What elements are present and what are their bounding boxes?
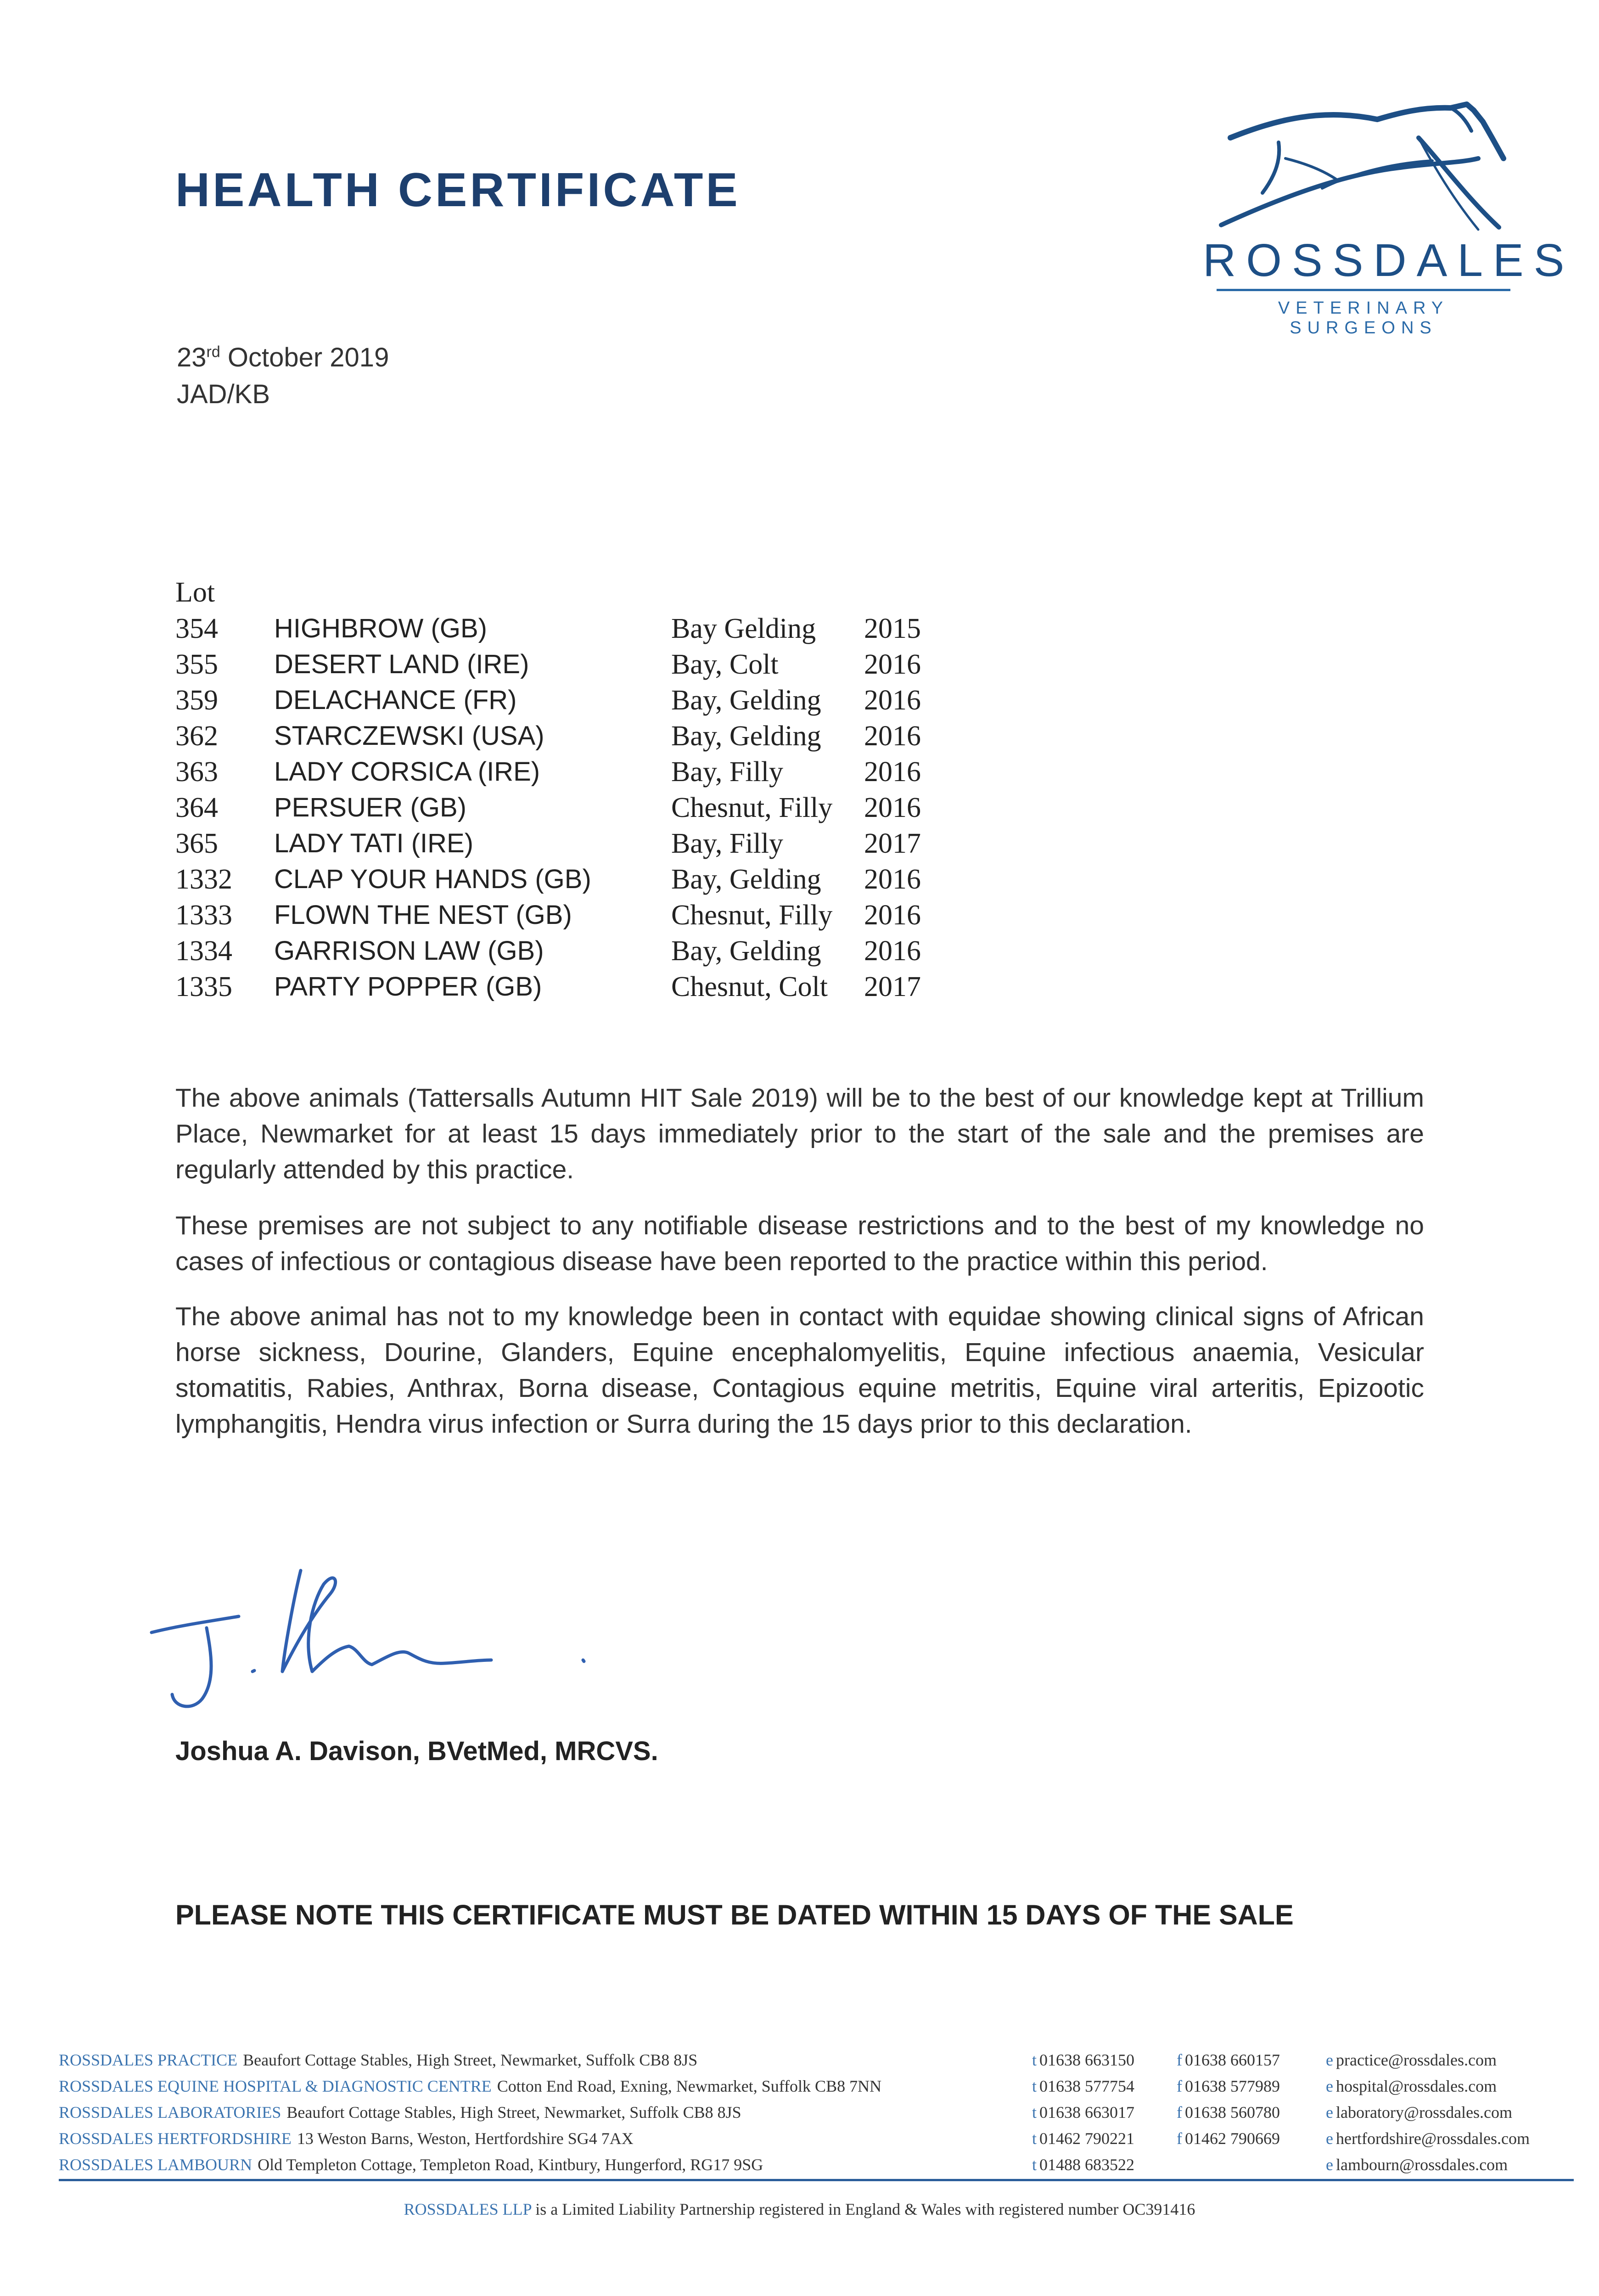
- footer-office-row: [59, 2152, 1574, 2178]
- horse-name: CLAP YOUR HANDS (GB): [274, 864, 591, 894]
- lot-number: 354: [175, 613, 218, 644]
- horse-description: Bay, Gelding: [671, 864, 821, 895]
- foal-year: 2016: [864, 720, 921, 752]
- table-row: [175, 826, 921, 861]
- foal-year: 2016: [864, 900, 921, 931]
- table-row: [175, 933, 921, 969]
- office-fax-prefix: f: [1177, 2129, 1182, 2148]
- office-name: ROSSDALES EQUINE HOSPITAL & DIAGNOSTIC CENTRE: [59, 2077, 492, 2095]
- office-name: ROSSDALES HERTFORDSHIRE: [59, 2129, 292, 2148]
- footer-office-row: [59, 2073, 1574, 2099]
- lot-number: 355: [175, 649, 218, 680]
- office-email-prefix: e: [1326, 2077, 1333, 2095]
- office-phone: [1032, 2152, 1134, 2178]
- office-phone-value: 01638 663017: [1039, 2103, 1135, 2122]
- office-fax-value: 01638 660157: [1185, 2051, 1280, 2069]
- footer-legal: [0, 2200, 1599, 2219]
- office-info: [59, 2126, 634, 2152]
- lot-number: 1335: [175, 971, 232, 1002]
- office-email-prefix: e: [1326, 2103, 1333, 2122]
- office-fax-value: 01638 577989: [1185, 2077, 1280, 2095]
- horse-name: PERSUER (GB): [274, 793, 466, 822]
- horse-description: Chesnut, Filly: [671, 792, 833, 823]
- office-fax-value: 01462 790669: [1185, 2129, 1280, 2148]
- horse-description: Chesnut, Filly: [671, 900, 833, 931]
- office-email-value: hertfordshire@rossdales.com: [1335, 2129, 1530, 2148]
- horse-name: LADY CORSICA (IRE): [274, 757, 540, 787]
- foal-year: 2015: [864, 613, 921, 644]
- date-day: 23: [177, 343, 207, 372]
- foal-year: 2016: [864, 649, 921, 680]
- table-row: [175, 647, 921, 682]
- lot-number: 1332: [175, 864, 232, 895]
- horse-description: Bay, Filly: [671, 828, 784, 859]
- office-phone-value: 01638 663150: [1039, 2051, 1135, 2069]
- foal-year: 2016: [864, 756, 921, 788]
- footer-office-row: [59, 2099, 1574, 2126]
- lot-number: 1333: [175, 900, 232, 931]
- office-phone: [1032, 2073, 1134, 2099]
- table-row: [175, 897, 921, 933]
- office-address: Beaufort Cottage Stables, High Street, Newmarket, Suffolk CB8 8JS: [243, 2051, 698, 2069]
- office-email-prefix: e: [1326, 2155, 1333, 2174]
- horse-name: DELACHANCE (FR): [274, 685, 517, 715]
- office-fax: [1177, 2073, 1280, 2099]
- office-phone-prefix: t: [1032, 2077, 1037, 2095]
- office-phone-value: 01638 577754: [1039, 2077, 1135, 2095]
- horse-description: Chesnut, Colt: [671, 971, 828, 1002]
- horse-name: DESERT LAND (IRE): [274, 649, 529, 679]
- office-name: ROSSDALES LABORATORIES: [59, 2103, 281, 2122]
- horse-logo-icon: [1203, 94, 1524, 232]
- footer-divider: [59, 2179, 1574, 2181]
- table-row: [175, 718, 921, 754]
- table-row: [175, 790, 921, 826]
- office-email-prefix: e: [1326, 2051, 1333, 2069]
- horse-name: GARRISON LAW (GB): [274, 936, 544, 966]
- document-title: HEALTH CERTIFICATE: [175, 163, 741, 217]
- logo-subtitle: VETERINARY SURGEONS: [1278, 298, 1449, 338]
- office-email[interactable]: [1326, 2073, 1497, 2099]
- paragraph-sale-location: The above animals (Tattersalls Autumn HIT Sale 2019) will be to the best of our knowledge kept at Trillium Place, Newmarket for at least 15 days immediately prior to the start of the sale and the premises are regularly attended by this practice.: [175, 1083, 1424, 1184]
- office-name: ROSSDALES PRACTICE: [59, 2051, 238, 2069]
- office-phone-prefix: t: [1032, 2103, 1037, 2122]
- horse-description: Bay, Gelding: [671, 720, 821, 752]
- signer-name: Joshua A. Davison, BVetMed, MRCVS.: [175, 1736, 658, 1766]
- date-rest: October 2019: [220, 343, 389, 372]
- date-suffix: rd: [206, 343, 220, 361]
- office-email-value: laboratory@rossdales.com: [1335, 2103, 1513, 2122]
- office-phone-value: 01462 790221: [1039, 2129, 1135, 2148]
- horse-name: PARTY POPPER (GB): [274, 972, 542, 1002]
- office-phone-prefix: t: [1032, 2051, 1037, 2069]
- office-name: ROSSDALES LAMBOURN: [59, 2155, 252, 2174]
- office-email-value: lambourn@rossdales.com: [1335, 2155, 1508, 2174]
- foal-year: 2017: [864, 828, 921, 859]
- office-phone-prefix: t: [1032, 2155, 1037, 2174]
- table-row: [175, 754, 921, 790]
- certificate-date: [177, 342, 389, 373]
- office-fax-value: 01638 560780: [1185, 2103, 1280, 2122]
- office-phone: [1032, 2047, 1134, 2073]
- horse-description: Bay Gelding: [671, 613, 816, 644]
- horse-name: LADY TATI (IRE): [274, 828, 474, 858]
- office-fax: [1177, 2047, 1280, 2073]
- horse-name: HIGHBROW (GB): [274, 613, 487, 643]
- legal-company-name: ROSSDALES LLP: [404, 2200, 532, 2218]
- office-fax: [1177, 2152, 1179, 2178]
- office-email-value: practice@rossdales.com: [1335, 2051, 1497, 2069]
- office-email[interactable]: [1326, 2152, 1508, 2178]
- office-fax-prefix: f: [1177, 2103, 1182, 2122]
- horse-name: STARCZEWSKI (USA): [274, 721, 544, 751]
- footer-office-row: [59, 2047, 1574, 2073]
- logo-divider: [1217, 289, 1510, 291]
- office-info: [59, 2099, 741, 2126]
- foal-year: 2016: [864, 864, 921, 895]
- office-address: Cotton End Road, Exning, Newmarket, Suffolk CB8 7NN: [497, 2077, 882, 2095]
- handwritten-signature: [142, 1534, 624, 1727]
- paragraph-premises: These premises are not subject to any notifiable disease restrictions and to the best of my knowledge no cases of infectious or contagious disease have been reported to the practice within this period.: [175, 1211, 1424, 1276]
- rossdales-logo: [1203, 94, 1575, 338]
- lot-number: 359: [175, 685, 218, 716]
- office-email[interactable]: [1326, 2047, 1497, 2073]
- lot-number: 365: [175, 828, 218, 859]
- office-fax: [1177, 2099, 1280, 2126]
- lots-table: [175, 574, 921, 1005]
- table-row: [175, 969, 921, 1005]
- office-address: Beaufort Cottage Stables, High Street, Newmarket, Suffolk CB8 8JS: [286, 2103, 741, 2122]
- reference-code: JAD/KB: [177, 379, 270, 409]
- horse-description: Bay, Gelding: [671, 685, 821, 716]
- footer-offices: [59, 2047, 1574, 2178]
- table-row: [175, 611, 921, 647]
- office-fax: [1177, 2126, 1280, 2152]
- lot-number: 362: [175, 720, 218, 752]
- office-email[interactable]: [1326, 2099, 1512, 2126]
- foal-year: 2016: [864, 685, 921, 716]
- paragraph-disease-declaration: The above animal has not to my knowledge been in contact with equidae showing clinical signs of African horse sickness, Dourine, Glanders, Equine encephalomyelitis, Equine infectious anaemia, Vesicular stomatitis, Rabies, Anthrax, Borna disease, Contagious equine metritis, Equine viral arteritis, Epizootic lymphangitis, Hendra virus infection or Surra during the 15 days prior to this declaration.: [175, 1302, 1424, 1439]
- office-address: 13 Weston Barns, Weston, Hertfordshire SG4 7AX: [297, 2129, 634, 2148]
- lot-number: 1334: [175, 935, 232, 967]
- foal-year: 2017: [864, 971, 921, 1002]
- office-fax-prefix: f: [1177, 2077, 1182, 2095]
- footer-office-row: [59, 2126, 1574, 2152]
- foal-year: 2016: [864, 935, 921, 967]
- office-phone: [1032, 2099, 1134, 2126]
- horse-description: Bay, Gelding: [671, 935, 821, 967]
- lot-number: 364: [175, 792, 218, 823]
- table-row: [175, 861, 921, 897]
- office-info: [59, 2152, 763, 2178]
- office-fax-prefix: f: [1177, 2051, 1182, 2069]
- horse-description: Bay, Filly: [671, 756, 784, 788]
- legal-text: is a Limited Liability Partnership registered in England & Wales with registered number OC391416: [531, 2200, 1195, 2218]
- office-info: [59, 2073, 881, 2099]
- office-phone-prefix: t: [1032, 2129, 1037, 2148]
- lots-header: Lot: [175, 577, 215, 608]
- office-info: [59, 2047, 697, 2073]
- office-phone: [1032, 2126, 1134, 2152]
- office-email-value: hospital@rossdales.com: [1335, 2077, 1497, 2095]
- logo-wordmark: ROSSDALES: [1203, 235, 1575, 286]
- lots-body: [175, 611, 921, 1005]
- horse-name: FLOWN THE NEST (GB): [274, 900, 572, 930]
- dating-notice: PLEASE NOTE THIS CERTIFICATE MUST BE DATED WITHIN 15 DAYS OF THE SALE: [175, 1899, 1294, 1930]
- table-row: [175, 682, 921, 718]
- office-phone-value: 01488 683522: [1039, 2155, 1135, 2174]
- office-email-prefix: e: [1326, 2129, 1333, 2148]
- lot-number: 363: [175, 756, 218, 788]
- foal-year: 2016: [864, 792, 921, 823]
- horse-description: Bay, Colt: [671, 649, 779, 680]
- office-address: Old Templeton Cottage, Templeton Road, Kintbury, Hungerford, RG17 9SG: [258, 2155, 763, 2174]
- office-email[interactable]: [1326, 2126, 1530, 2152]
